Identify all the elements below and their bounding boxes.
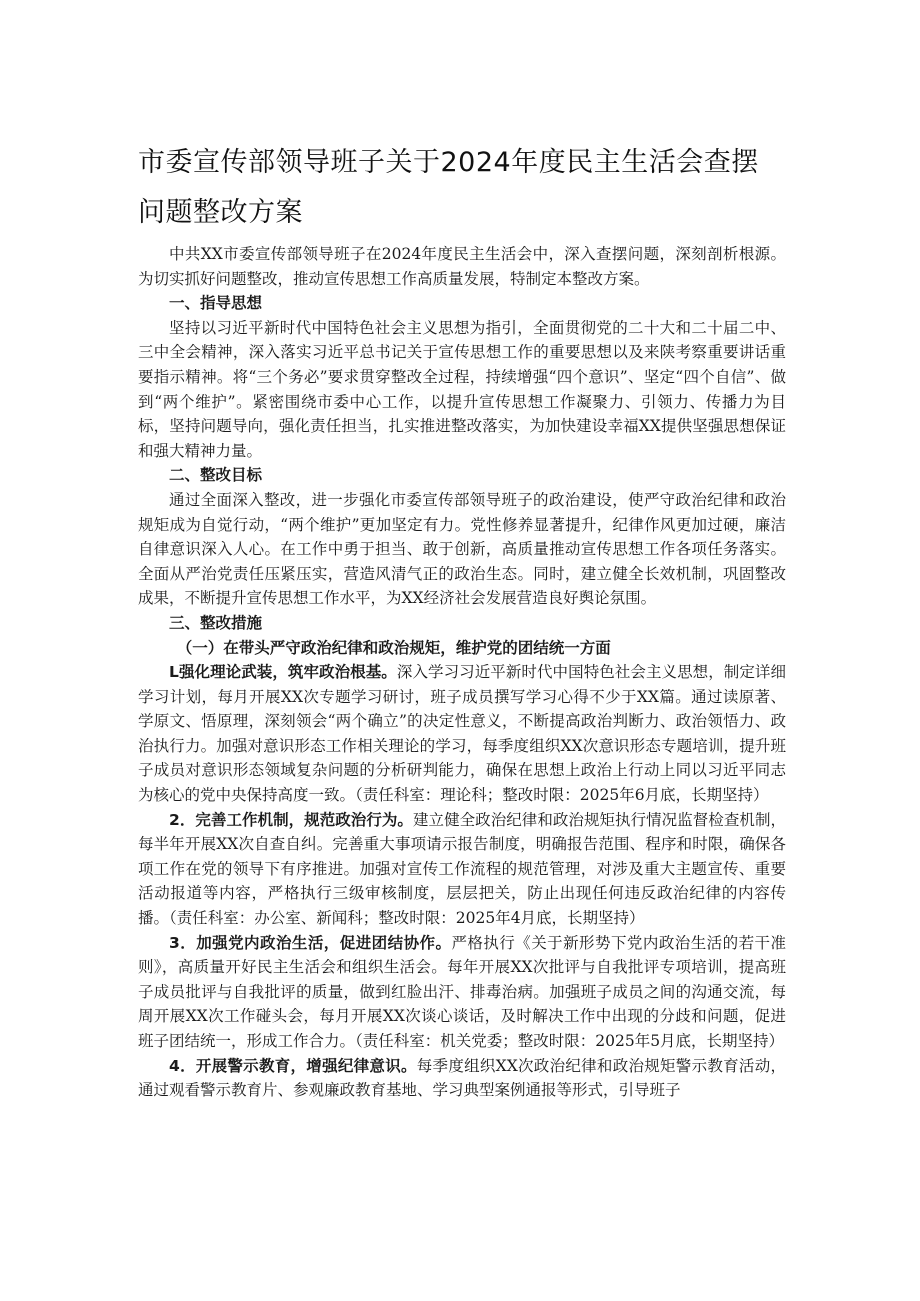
section-paragraph-rectification-goals: 通过全面深入整改，进一步强化市委宣传部领导班子的政治建设，使严守政治纪律和政治规矩成为自觉行动，“两个维护”更加坚定有力。党性修养显著提升，纪律作风更加过硬，廉洁自律意识深入人心。在工作中勇于担当、敢于创新，高质量推动宣传思想工作各项任务落实。全面从严治党责任压紧压实，营造风清气正的政治生态。同时，建立健全长效机制，巩固整改成果，不断提升宣传思想工作水平，为XX经济社会发展营造良好舆论氛围。 (138, 490, 786, 608)
document-title-line-1: 市委宣传部领导班子关于2024年度民主生活会查摆 (138, 147, 759, 178)
section-heading-rectification-goals: 二、整改目标 (169, 466, 263, 485)
measure-item-2-lead: 2．完善工作机制，规范政治行为。 (169, 810, 413, 829)
measure-item-4 (138, 1054, 786, 1103)
section-heading-guiding-thought: 一、指导思想 (169, 294, 263, 313)
document-title-line-2: 问题整改方案 (138, 197, 303, 228)
measure-item-2-body: 建立健全政治纪律和政治规矩执行情况监督检查机制，每半年开展XX次自查自纠。完善重大事项请示报告制度，明确报告范围、程序和时限，确保各项工作在党的领导下有序推进。加强对宣传工作流程的规范管理，对涉及重大主题宣传、重要活动报道等内容，严格执行三级审核制度，层层把关，防止出现任何违反政治纪律的内容传播。（责任科室：办公室、新闻科；整改时限：2025年4月底，长期坚持） (138, 810, 786, 928)
measure-item-3-lead: 3．加强党内政治生活，促进团结协作。 (169, 933, 452, 952)
section-paragraph-guiding-thought: 坚持以习近平新时代中国特色社会主义思想为指引，全面贯彻党的二十大和二十届二中、三中全会精神，深入落实习近平总书记关于宣传思想工作的重要思想以及来陕考察重要讲话重要指示精神。将“三个务必”要求贯穿整改全过程，持续增强“四个意识”、坚定“四个自信”、做到“两个维护”。紧密围绕市委中心工作，以提升宣传思想工作凝聚力、引领力、传播力为目标，坚持问题导向，强化责任担当，扎实推进整改落实，为加快建设幸福XX提供坚强思想保证和强大精神力量。 (138, 318, 786, 460)
measure-item-3 (138, 931, 786, 1054)
intro-paragraph: 中共XX市委宣传部领导班子在2024年度民主生活会中，深入查摆问题，深刻剖析根源。为切实抓好问题整改，推动宣传思想工作高质量发展，特制定本整改方案。 (138, 245, 786, 288)
document-title (138, 138, 798, 238)
measure-item-4-body: 每季度组织XX次政治纪律和政治规矩警示教育活动，通过观看警示教育片、参观廉政教育基地、学习典型案例通报等形式，引导班子 (138, 1056, 786, 1100)
section-heading-rectification-measures: 三、整改措施 (169, 613, 263, 632)
measure-item-1-body: 深入学习习近平新时代中国特色社会主义思想，制定详细学习计划，每月开展XX次专题学习研讨，班子成员撰写学习心得不少于XX篇。通过读原著、学原文、悟原理，深刻领会“两个确立”的决定性意义，不断提高政治判断力、政治领悟力、政治执行力。加强对意识形态工作相关理论的学习，每季度组织XX次意识形态专题培训，提升班子成员对意识形态领域复杂问题的分析研判能力，确保在思想上政治上行动上同以习近平同志为核心的党中央保持高度一致。（责任科室：理论科；整改时限：2025年6月底，长期坚持） (138, 663, 786, 805)
measure-item-4-lead: 4．开展警示教育，增强纪律意识。 (169, 1056, 417, 1075)
measure-item-2 (138, 808, 786, 931)
measure-item-3-body: 严格执行《关于新形势下党内政治生活的若干准则》，高质量开好民主生活会和组织生活会。每年开展XX次批评与自我批评专项培训，提高班子成员批评与自我批评的质量，做到红脸出汗、排毒治病。加强班子成员之间的沟通交流，每周开展XX次工作碰头会，每月开展XX次谈心谈话，及时解决工作中出现的分歧和问题，促进班子团结统一，形成工作合力。（责任科室：机关党委；整改时限：2025年5月底，长期坚持） (138, 933, 786, 1050)
document-body (138, 242, 786, 1103)
measure-item-1 (138, 660, 786, 808)
measure-item-1-lead: L强化理论武装，筑牢政治根基。 (169, 663, 397, 682)
subsection-heading-political-discipline: （一）在带头严守政治纪律和政治规矩，维护党的团结统一方面 (176, 638, 611, 657)
